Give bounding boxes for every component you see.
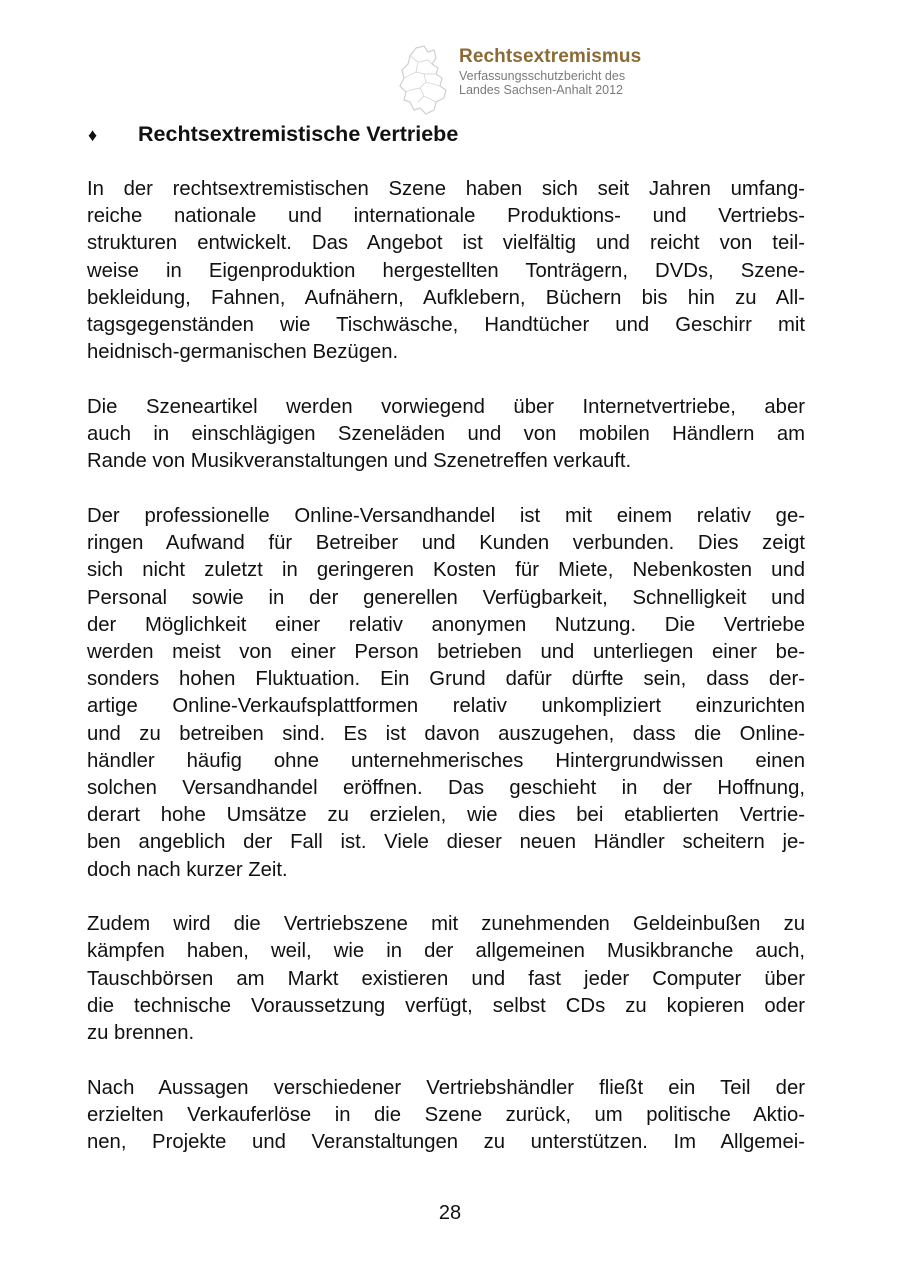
text-line: Tauschbörsen am Markt existieren und fast jeder Computer über [87, 967, 805, 990]
text-line: händler häufig ohne unternehmerisches Hintergrundwissen einen [87, 749, 805, 772]
text-line: Die Szeneartikel werden vorwiegend über Internetvertriebe, aber [87, 395, 805, 418]
text-line: Personal sowie in der generellen Verfügbarkeit, Schnelligkeit und [87, 586, 805, 609]
text-line: nen, Projekte und Veranstaltungen zu unterstützen. Im Allgemei- [87, 1131, 805, 1154]
body-text [87, 176, 805, 1184]
header-subtitle [459, 69, 625, 97]
text-line: Nach Aussagen verschiedener Vertriebshändler fließt ein Teil der [87, 1076, 805, 1099]
text-line: Rande von Musikveranstaltungen und Szenetreffen verkauft. [87, 450, 632, 473]
text-line: ringen Aufwand für Betreiber und Kunden verbunden. Dies zeigt [87, 532, 805, 555]
section-heading-text: Rechtsextremistische Vertriebe [138, 122, 459, 146]
text-line: Zudem wird die Vertriebszene mit zunehmenden Geldeinbußen zu [87, 913, 805, 936]
text-line: In der rechtsextremistischen Szene haben sich seit Jahren umfang- [87, 178, 805, 200]
paragraph [87, 503, 805, 884]
text-line: bekleidung, Fahnen, Aufnähern, Aufklebern, Büchern bis hin zu All- [87, 286, 805, 309]
text-line: weise in Eigenproduktion hergestellten Tonträgern, DVDs, Szene- [87, 259, 805, 282]
text-line: kämpfen haben, weil, wie in der allgemeinen Musikbranche auch, [87, 940, 805, 963]
text-line: artige Online-Verkaufsplattformen relativ unkompliziert einzurichten [87, 695, 805, 718]
text-line: ben angeblich der Fall ist. Viele dieser neuen Händler scheitern je- [87, 831, 805, 854]
text-line: sich nicht zuletzt in geringeren Kosten für Miete, Nebenkosten und [87, 559, 805, 582]
paragraph [87, 394, 805, 476]
text-line: heidnisch-germanischen Bezügen. [87, 341, 399, 364]
header-subtitle-line: Verfassungsschutzbericht des [459, 69, 626, 83]
header-subtitle-line: Landes Sachsen-Anhalt 2012 [459, 83, 624, 97]
text-line: doch nach kurzer Zeit. [87, 858, 288, 881]
text-line: die technische Voraussetzung verfügt, selbst CDs zu kopieren oder [87, 994, 805, 1017]
header-title: Rechtsextremismus [459, 46, 642, 67]
page-header [396, 44, 686, 116]
text-line: reiche nationale und internationale Produktions- und Vertriebs- [87, 205, 805, 228]
page-number: 28 [438, 1202, 462, 1224]
text-line: zu brennen. [87, 1022, 195, 1045]
paragraph [87, 176, 805, 366]
paragraph [87, 1075, 805, 1157]
paragraph [87, 911, 805, 1047]
text-line: und zu betreiben sind. Es ist davon auszugehen, dass die Online- [87, 722, 805, 745]
diamond-bullet-icon: ♦ [88, 125, 98, 145]
text-line: Der professionelle Online-Versandhandel ist mit einem relativ ge- [87, 505, 805, 528]
section-heading [88, 122, 458, 147]
text-line: erzielten Verkauferlöse in die Szene zurück, um politische Aktio- [87, 1104, 805, 1126]
text-line: werden meist von einer Person betrieben und unterliegen einer be- [87, 641, 805, 663]
text-line: auch in einschlägigen Szeneläden und von mobilen Händlern am [87, 423, 805, 446]
text-line: solchen Versandhandel eröffnen. Das geschieht in der Hoffnung, [87, 776, 805, 799]
text-line: derart hohe Umsätze zu erzielen, wie dies bei etablierten Vertrie- [87, 804, 805, 827]
text-line: tagsgegenständen wie Tischwäsche, Handtücher und Geschirr mit [87, 313, 805, 336]
state-map-icon [396, 44, 458, 116]
text-line: sonders hohen Fluktuation. Ein Grund dafür dürfte sein, dass der- [87, 668, 805, 691]
text-line: der Möglichkeit einer relativ anonymen Nutzung. Die Vertriebe [87, 613, 805, 636]
text-line: strukturen entwickelt. Das Angebot ist vielfältig und reicht von teil- [87, 232, 805, 255]
